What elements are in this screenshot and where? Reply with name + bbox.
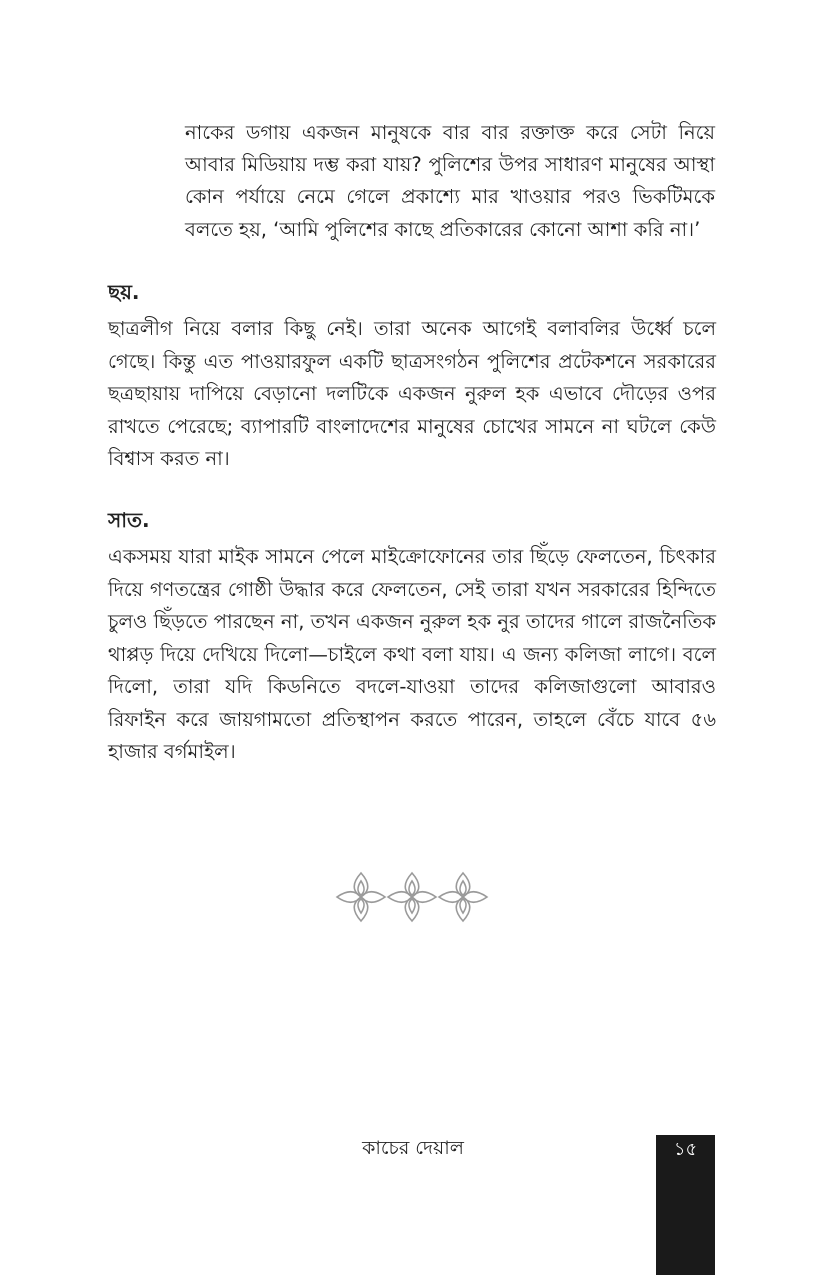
flower-icon xyxy=(439,873,487,921)
section-paragraph-seven: একসময় যারা মাইক সামনে পেলে মাইক্রোফোনের তার ছিঁড়ে ফেলতেন, চিৎকার দিয়ে গণতন্ত্রের গোষ্ঠী উদ্ধার করে ফেলতেন, সেই তারা যখন সরকারের হিন্দিতে চুলও ছিঁড়তে পারছেন না, তখন একজন নুরুল হক নুর তাদের গালে রাজনৈতিক থাপ্পড় দিয়ে দেখিয়ে দিলো—চাইলে কথা বলা যায়। এ জন্য কলিজা লাগে। বলে দিলো, তারা যদি কিডনিতে বদলে-যাওয়া তাদের কলিজাগুলো আবারও রিফাইন করে জায়গামতো প্রতিস্থাপন করতে পারেন, তাহলে বেঁচে যাবে ৫৬ হাজার বর্গমাইল। xyxy=(108,545,716,763)
section-paragraph-six: ছাত্রলীগ নিয়ে বলার কিছু নেই। তারা অনেক আগেই বলাবলির উর্ধ্বে চলে গেছে। কিন্তু এত পাওয়ারফুল একটি ছাত্রসংগঠন পুলিশের প্রটেকশনে সরকারের ছত্রছায়ায় দাপিয়ে বেড়ানো দলটিকে একজন নুরুল হক এভাবে দৌড়ের ওপর রাখতে পেরেছে; ব্যাপারটি বাংলাদেশের মানুষের চোখের সামনে না ঘটলে কেউ বিশ্বাস করত না। xyxy=(108,317,716,470)
book-title: কাচের দেয়াল xyxy=(362,1137,464,1159)
floral-ornament-icon xyxy=(335,871,489,923)
page-number-tab xyxy=(656,1135,715,1275)
page-number: ১৫ xyxy=(673,1139,698,1160)
section-heading-seven: সাত. xyxy=(108,508,150,532)
flower-icon xyxy=(337,873,385,921)
section-heading-six: ছয়. xyxy=(108,280,140,304)
flower-icon xyxy=(388,873,436,921)
block-quote: নাকের ডগায় একজন মানুষকে বার বার রক্তাক্ত করে সেটা নিয়ে আবার মিডিয়ায় দম্ভ করা যায়? পুলিশের উপর সাধারণ মানুষের আস্থা কোন পর্যায়ে নেমে গেলে প্রকাশ্যে মার খাওয়ার পরও ভিকটিমকে বলতে হয়, ‘আমি পুলিশের কাছে প্রতিকারের কোনো আশা করি না।’ xyxy=(185,121,715,241)
